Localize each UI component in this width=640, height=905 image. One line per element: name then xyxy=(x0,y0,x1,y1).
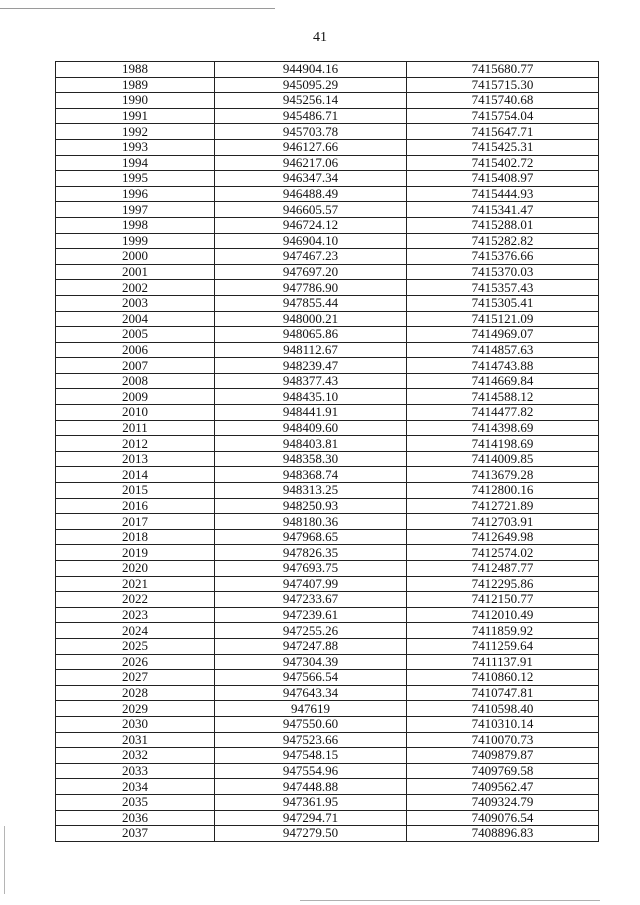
y-coordinate-cell: 7410070.73 xyxy=(407,732,599,748)
table-row xyxy=(56,467,599,483)
x-coordinate-cell: 948403.81 xyxy=(215,436,407,452)
table-row xyxy=(56,108,599,124)
scan-artifact-line-left xyxy=(4,826,5,894)
year-cell: 1990 xyxy=(56,93,215,109)
year-cell: 2005 xyxy=(56,327,215,343)
year-cell: 1995 xyxy=(56,171,215,187)
scan-artifact-line-top xyxy=(0,8,275,9)
x-coordinate-cell: 948368.74 xyxy=(215,467,407,483)
y-coordinate-cell: 7409076.54 xyxy=(407,810,599,826)
year-cell: 2033 xyxy=(56,763,215,779)
year-cell: 1994 xyxy=(56,155,215,171)
year-cell: 2013 xyxy=(56,451,215,467)
year-cell: 2036 xyxy=(56,810,215,826)
year-cell: 2010 xyxy=(56,405,215,421)
year-cell: 1996 xyxy=(56,186,215,202)
table-row xyxy=(56,327,599,343)
table-row xyxy=(56,794,599,810)
x-coordinate-cell: 947279.50 xyxy=(215,826,407,842)
x-coordinate-cell: 947693.75 xyxy=(215,561,407,577)
x-coordinate-cell: 948358.30 xyxy=(215,451,407,467)
y-coordinate-cell: 7415121.09 xyxy=(407,311,599,327)
x-coordinate-cell: 947826.35 xyxy=(215,545,407,561)
x-coordinate-cell: 948180.36 xyxy=(215,514,407,530)
y-coordinate-cell: 7409562.47 xyxy=(407,779,599,795)
y-coordinate-cell: 7415357.43 xyxy=(407,280,599,296)
x-coordinate-cell: 946724.12 xyxy=(215,217,407,233)
y-coordinate-cell: 7414477.82 xyxy=(407,405,599,421)
x-coordinate-cell: 947233.67 xyxy=(215,592,407,608)
x-coordinate-cell: 947523.66 xyxy=(215,732,407,748)
x-coordinate-cell: 948409.60 xyxy=(215,420,407,436)
year-cell: 2006 xyxy=(56,342,215,358)
year-cell: 2023 xyxy=(56,607,215,623)
y-coordinate-cell: 7413679.28 xyxy=(407,467,599,483)
year-cell: 2001 xyxy=(56,264,215,280)
year-cell: 2002 xyxy=(56,280,215,296)
x-coordinate-cell: 946904.10 xyxy=(215,233,407,249)
year-cell: 2028 xyxy=(56,685,215,701)
table-row xyxy=(56,77,599,93)
year-cell: 1989 xyxy=(56,77,215,93)
table-row xyxy=(56,280,599,296)
y-coordinate-cell: 7414969.07 xyxy=(407,327,599,343)
table-row xyxy=(56,638,599,654)
x-coordinate-cell: 947786.90 xyxy=(215,280,407,296)
x-coordinate-cell: 948000.21 xyxy=(215,311,407,327)
year-cell: 2035 xyxy=(56,794,215,810)
y-coordinate-cell: 7415425.31 xyxy=(407,139,599,155)
table-row xyxy=(56,311,599,327)
x-coordinate-cell: 947255.26 xyxy=(215,623,407,639)
y-coordinate-cell: 7412721.89 xyxy=(407,498,599,514)
year-cell: 2020 xyxy=(56,561,215,577)
table-row xyxy=(56,498,599,514)
year-cell: 2027 xyxy=(56,670,215,686)
year-cell: 2029 xyxy=(56,701,215,717)
y-coordinate-cell: 7412649.98 xyxy=(407,529,599,545)
year-cell: 2022 xyxy=(56,592,215,608)
table-row xyxy=(56,436,599,452)
y-coordinate-cell: 7410747.81 xyxy=(407,685,599,701)
y-coordinate-cell: 7411137.91 xyxy=(407,654,599,670)
y-coordinate-cell: 7410860.12 xyxy=(407,670,599,686)
year-cell: 2009 xyxy=(56,389,215,405)
y-coordinate-cell: 7414857.63 xyxy=(407,342,599,358)
x-coordinate-cell: 947448.88 xyxy=(215,779,407,795)
coordinates-table xyxy=(55,61,599,842)
table-row xyxy=(56,592,599,608)
x-coordinate-cell: 948313.25 xyxy=(215,483,407,499)
x-coordinate-cell: 947697.20 xyxy=(215,264,407,280)
table-row xyxy=(56,779,599,795)
table-row xyxy=(56,483,599,499)
x-coordinate-cell: 945095.29 xyxy=(215,77,407,93)
table-row xyxy=(56,217,599,233)
y-coordinate-cell: 7415370.03 xyxy=(407,264,599,280)
page-number: 41 xyxy=(313,30,327,45)
year-cell: 2018 xyxy=(56,529,215,545)
x-coordinate-cell: 948065.86 xyxy=(215,327,407,343)
y-coordinate-cell: 7412295.86 xyxy=(407,576,599,592)
table-body xyxy=(56,62,599,842)
scan-artifact-line-bottom xyxy=(300,900,600,901)
table-row xyxy=(56,202,599,218)
table-row xyxy=(56,561,599,577)
table-row xyxy=(56,264,599,280)
y-coordinate-cell: 7408896.83 xyxy=(407,826,599,842)
x-coordinate-cell: 947968.65 xyxy=(215,529,407,545)
table-row xyxy=(56,529,599,545)
x-coordinate-cell: 948377.43 xyxy=(215,373,407,389)
table-row xyxy=(56,826,599,842)
year-cell: 2011 xyxy=(56,420,215,436)
x-coordinate-cell: 948435.10 xyxy=(215,389,407,405)
table-row xyxy=(56,701,599,717)
year-cell: 2034 xyxy=(56,779,215,795)
table-row xyxy=(56,420,599,436)
table-row xyxy=(56,685,599,701)
table-row xyxy=(56,186,599,202)
y-coordinate-cell: 7415402.72 xyxy=(407,155,599,171)
table-row xyxy=(56,139,599,155)
y-coordinate-cell: 7414198.69 xyxy=(407,436,599,452)
y-coordinate-cell: 7415444.93 xyxy=(407,186,599,202)
table-row xyxy=(56,233,599,249)
table-row xyxy=(56,358,599,374)
x-coordinate-cell: 947619 xyxy=(215,701,407,717)
x-coordinate-cell: 948250.93 xyxy=(215,498,407,514)
y-coordinate-cell: 7415288.01 xyxy=(407,217,599,233)
x-coordinate-cell: 947550.60 xyxy=(215,716,407,732)
year-cell: 1997 xyxy=(56,202,215,218)
y-coordinate-cell: 7415282.82 xyxy=(407,233,599,249)
year-cell: 2016 xyxy=(56,498,215,514)
table-row xyxy=(56,451,599,467)
year-cell: 1991 xyxy=(56,108,215,124)
y-coordinate-cell: 7414009.85 xyxy=(407,451,599,467)
table-row xyxy=(56,62,599,78)
year-cell: 2026 xyxy=(56,654,215,670)
table-row xyxy=(56,124,599,140)
y-coordinate-cell: 7415376.66 xyxy=(407,249,599,265)
y-coordinate-cell: 7409879.87 xyxy=(407,748,599,764)
x-coordinate-cell: 947239.61 xyxy=(215,607,407,623)
y-coordinate-cell: 7414743.88 xyxy=(407,358,599,374)
table-row xyxy=(56,93,599,109)
table-row xyxy=(56,171,599,187)
year-cell: 1998 xyxy=(56,217,215,233)
y-coordinate-cell: 7410598.40 xyxy=(407,701,599,717)
x-coordinate-cell: 947467.23 xyxy=(215,249,407,265)
x-coordinate-cell: 947548.15 xyxy=(215,748,407,764)
year-cell: 2000 xyxy=(56,249,215,265)
year-cell: 1993 xyxy=(56,139,215,155)
table-row xyxy=(56,576,599,592)
table-row xyxy=(56,716,599,732)
table-row xyxy=(56,654,599,670)
table-row xyxy=(56,763,599,779)
y-coordinate-cell: 7412487.77 xyxy=(407,561,599,577)
table-row xyxy=(56,514,599,530)
table-row xyxy=(56,249,599,265)
x-coordinate-cell: 948112.67 xyxy=(215,342,407,358)
y-coordinate-cell: 7411859.92 xyxy=(407,623,599,639)
year-cell: 2015 xyxy=(56,483,215,499)
year-cell: 2003 xyxy=(56,295,215,311)
year-cell: 2012 xyxy=(56,436,215,452)
y-coordinate-cell: 7412800.16 xyxy=(407,483,599,499)
year-cell: 2030 xyxy=(56,716,215,732)
y-coordinate-cell: 7412150.77 xyxy=(407,592,599,608)
y-coordinate-cell: 7415715.30 xyxy=(407,77,599,93)
year-cell: 2007 xyxy=(56,358,215,374)
y-coordinate-cell: 7415680.77 xyxy=(407,62,599,78)
year-cell: 2008 xyxy=(56,373,215,389)
x-coordinate-cell: 946488.49 xyxy=(215,186,407,202)
x-coordinate-cell: 945256.14 xyxy=(215,93,407,109)
y-coordinate-cell: 7414669.84 xyxy=(407,373,599,389)
x-coordinate-cell: 947294.71 xyxy=(215,810,407,826)
year-cell: 2021 xyxy=(56,576,215,592)
x-coordinate-cell: 948441.91 xyxy=(215,405,407,421)
y-coordinate-cell: 7409324.79 xyxy=(407,794,599,810)
table-row xyxy=(56,295,599,311)
x-coordinate-cell: 947554.96 xyxy=(215,763,407,779)
year-cell: 2014 xyxy=(56,467,215,483)
table-row xyxy=(56,405,599,421)
y-coordinate-cell: 7415408.97 xyxy=(407,171,599,187)
table-row xyxy=(56,732,599,748)
year-cell: 2031 xyxy=(56,732,215,748)
x-coordinate-cell: 947855.44 xyxy=(215,295,407,311)
x-coordinate-cell: 948239.47 xyxy=(215,358,407,374)
year-cell: 2032 xyxy=(56,748,215,764)
year-cell: 2024 xyxy=(56,623,215,639)
y-coordinate-cell: 7414398.69 xyxy=(407,420,599,436)
y-coordinate-cell: 7412703.91 xyxy=(407,514,599,530)
year-cell: 2037 xyxy=(56,826,215,842)
x-coordinate-cell: 947361.95 xyxy=(215,794,407,810)
y-coordinate-cell: 7415647.71 xyxy=(407,124,599,140)
table-row xyxy=(56,389,599,405)
table-row xyxy=(56,342,599,358)
x-coordinate-cell: 946217.06 xyxy=(215,155,407,171)
x-coordinate-cell: 944904.16 xyxy=(215,62,407,78)
x-coordinate-cell: 946347.34 xyxy=(215,171,407,187)
x-coordinate-cell: 945486.71 xyxy=(215,108,407,124)
year-cell: 2017 xyxy=(56,514,215,530)
x-coordinate-cell: 947247.88 xyxy=(215,638,407,654)
year-cell: 2025 xyxy=(56,638,215,654)
table-row xyxy=(56,155,599,171)
y-coordinate-cell: 7415341.47 xyxy=(407,202,599,218)
y-coordinate-cell: 7415305.41 xyxy=(407,295,599,311)
year-cell: 1999 xyxy=(56,233,215,249)
y-coordinate-cell: 7411259.64 xyxy=(407,638,599,654)
table-row xyxy=(56,373,599,389)
x-coordinate-cell: 946127.66 xyxy=(215,139,407,155)
table-row xyxy=(56,748,599,764)
y-coordinate-cell: 7414588.12 xyxy=(407,389,599,405)
y-coordinate-cell: 7415740.68 xyxy=(407,93,599,109)
table-row xyxy=(56,670,599,686)
year-cell: 2019 xyxy=(56,545,215,561)
x-coordinate-cell: 946605.57 xyxy=(215,202,407,218)
x-coordinate-cell: 947566.54 xyxy=(215,670,407,686)
y-coordinate-cell: 7412574.02 xyxy=(407,545,599,561)
year-cell: 1992 xyxy=(56,124,215,140)
y-coordinate-cell: 7412010.49 xyxy=(407,607,599,623)
table-row xyxy=(56,810,599,826)
table-row xyxy=(56,623,599,639)
y-coordinate-cell: 7409769.58 xyxy=(407,763,599,779)
y-coordinate-cell: 7410310.14 xyxy=(407,716,599,732)
table-row xyxy=(56,607,599,623)
y-coordinate-cell: 7415754.04 xyxy=(407,108,599,124)
x-coordinate-cell: 947643.34 xyxy=(215,685,407,701)
x-coordinate-cell: 945703.78 xyxy=(215,124,407,140)
x-coordinate-cell: 947407.99 xyxy=(215,576,407,592)
table-row xyxy=(56,545,599,561)
year-cell: 1988 xyxy=(56,62,215,78)
year-cell: 2004 xyxy=(56,311,215,327)
x-coordinate-cell: 947304.39 xyxy=(215,654,407,670)
